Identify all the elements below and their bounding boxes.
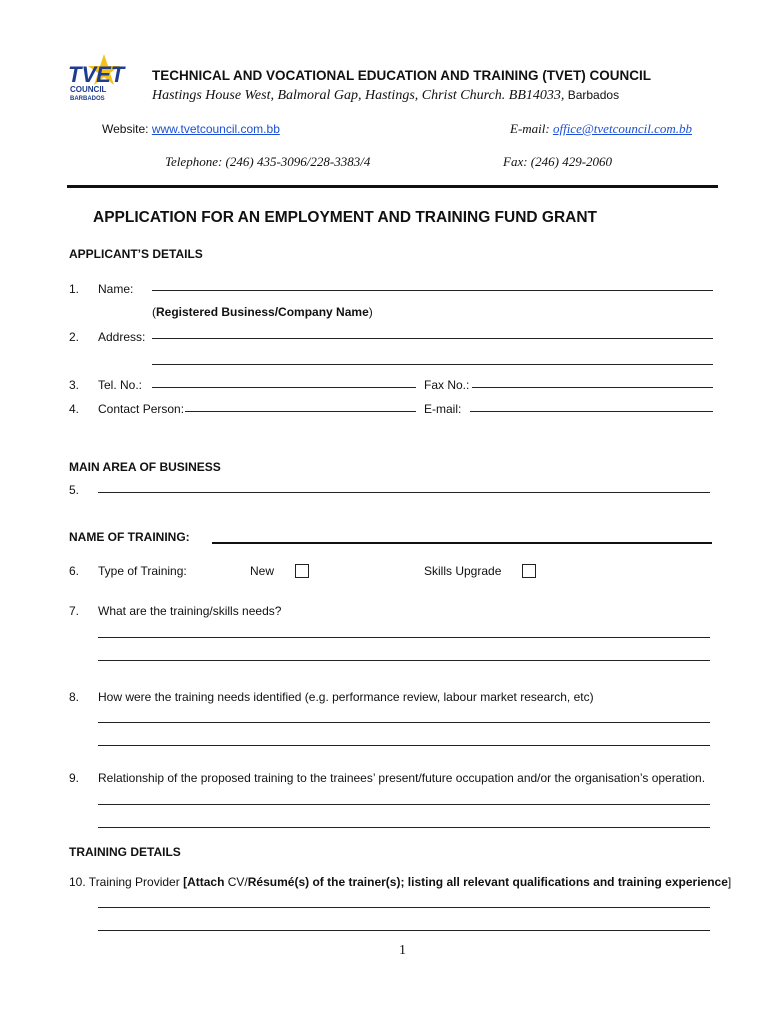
email-line — [510, 121, 692, 137]
q4-number: 4. — [69, 402, 80, 416]
q9-label: Relationship of the proposed training to the trainees’ present/future occupation and/or the organisation’s operation. — [98, 771, 706, 785]
q2-label: Address: — [98, 330, 146, 344]
email-field[interactable] — [470, 411, 713, 412]
needs-identified-line1[interactable] — [98, 722, 710, 723]
page-number: 1 — [399, 943, 406, 958]
fax-label: Fax No.: — [424, 378, 470, 392]
q9-number: 9. — [69, 771, 80, 785]
tel-field[interactable] — [152, 387, 416, 388]
email-label: E-mail: — [510, 121, 553, 136]
tvet-logo — [64, 52, 126, 102]
q10-number: 10. — [69, 875, 86, 889]
fax-field[interactable] — [472, 387, 713, 388]
training-provider-line2[interactable] — [98, 930, 710, 931]
name-field[interactable] — [152, 290, 713, 291]
address-street: Hastings House West, Balmoral Gap, Hastings, Christ Church. BB14033, — [152, 88, 565, 103]
applicant-details-heading: APPLICANT’S DETAILS — [69, 247, 203, 261]
address-field-line2[interactable] — [152, 364, 713, 365]
org-name: TECHNICAL AND VOCATIONAL EDUCATION AND TRAINING (TVET) COUNCIL — [152, 68, 651, 83]
training-provider-line1[interactable] — [98, 907, 710, 908]
q3-label: Tel. No.: — [98, 378, 143, 392]
org-address — [152, 86, 619, 104]
svg-text:BARBADOS: BARBADOS — [70, 96, 105, 102]
business-field[interactable] — [98, 492, 710, 493]
form-title: APPLICATION FOR AN EMPLOYMENT AND TRAINING FUND GRANT — [93, 209, 598, 226]
skills-upgrade-checkbox[interactable] — [522, 564, 536, 578]
q1-note: (Registered Business/Company Name) — [152, 305, 373, 319]
option-skills-upgrade-label: Skills Upgrade — [424, 564, 502, 578]
website-link[interactable]: www.tvetcouncil.com.bb — [151, 122, 280, 136]
q5-number: 5. — [69, 483, 80, 497]
q8-number: 8. — [69, 690, 80, 704]
contact-person-field[interactable] — [185, 411, 416, 412]
needs-identified-line2[interactable] — [98, 745, 710, 746]
address-field-line1[interactable] — [152, 338, 713, 339]
tvet-logo-graphic — [64, 52, 126, 102]
website-line — [102, 122, 280, 136]
svg-text:TVET: TVET — [68, 62, 125, 87]
q1-note-text: Registered Business/Company Name — [156, 305, 369, 319]
q2-number: 2. — [69, 330, 80, 344]
relationship-line1[interactable] — [98, 804, 710, 805]
email-link[interactable]: office@tvetcouncil.com.bb — [552, 121, 692, 136]
q4-label: Contact Person: — [98, 402, 185, 416]
training-details-heading: TRAINING DETAILS — [69, 845, 181, 859]
telephone: Telephone: (246) 435-3096/228-3383/4 — [165, 154, 371, 169]
q10-line: 10. Training Provider [Attach CV/Résumé(s) of the trainer(s); listing all relevant qualifications and training experience] — [69, 875, 732, 889]
training-needs-line1[interactable] — [98, 637, 710, 638]
header-divider — [67, 185, 718, 188]
q6-number: 6. — [69, 564, 80, 578]
website-label: Website: — [102, 122, 152, 136]
training-name-field[interactable] — [212, 542, 712, 544]
relationship-line2[interactable] — [98, 827, 710, 828]
q7-number: 7. — [69, 604, 80, 618]
svg-text:COUNCIL: COUNCIL — [70, 85, 107, 94]
training-needs-line2[interactable] — [98, 660, 710, 661]
new-checkbox[interactable] — [295, 564, 309, 578]
option-new-label: New — [250, 564, 275, 578]
q1-label: Name: — [98, 282, 134, 296]
q8-label: How were the training needs identified (e.g. performance review, labour market research, etc) — [98, 690, 594, 704]
business-heading: MAIN AREA OF BUSINESS — [69, 460, 221, 474]
q1-number: 1. — [69, 282, 80, 296]
address-country: Barbados — [564, 88, 620, 102]
email-field-label: E-mail: — [424, 402, 462, 416]
q7-label: What are the training/skills needs? — [98, 604, 282, 618]
training-name-heading: NAME OF TRAINING: — [69, 530, 190, 544]
q10-label: Training Provider — [85, 875, 184, 889]
q3-number: 3. — [69, 378, 80, 392]
q10-attach-note: Résumé(s) of the trainer(s); listing all relevant qualifications and training experience — [247, 875, 728, 889]
q6-label: Type of Training: — [98, 564, 187, 578]
fax: Fax: (246) 429-2060 — [503, 154, 613, 169]
